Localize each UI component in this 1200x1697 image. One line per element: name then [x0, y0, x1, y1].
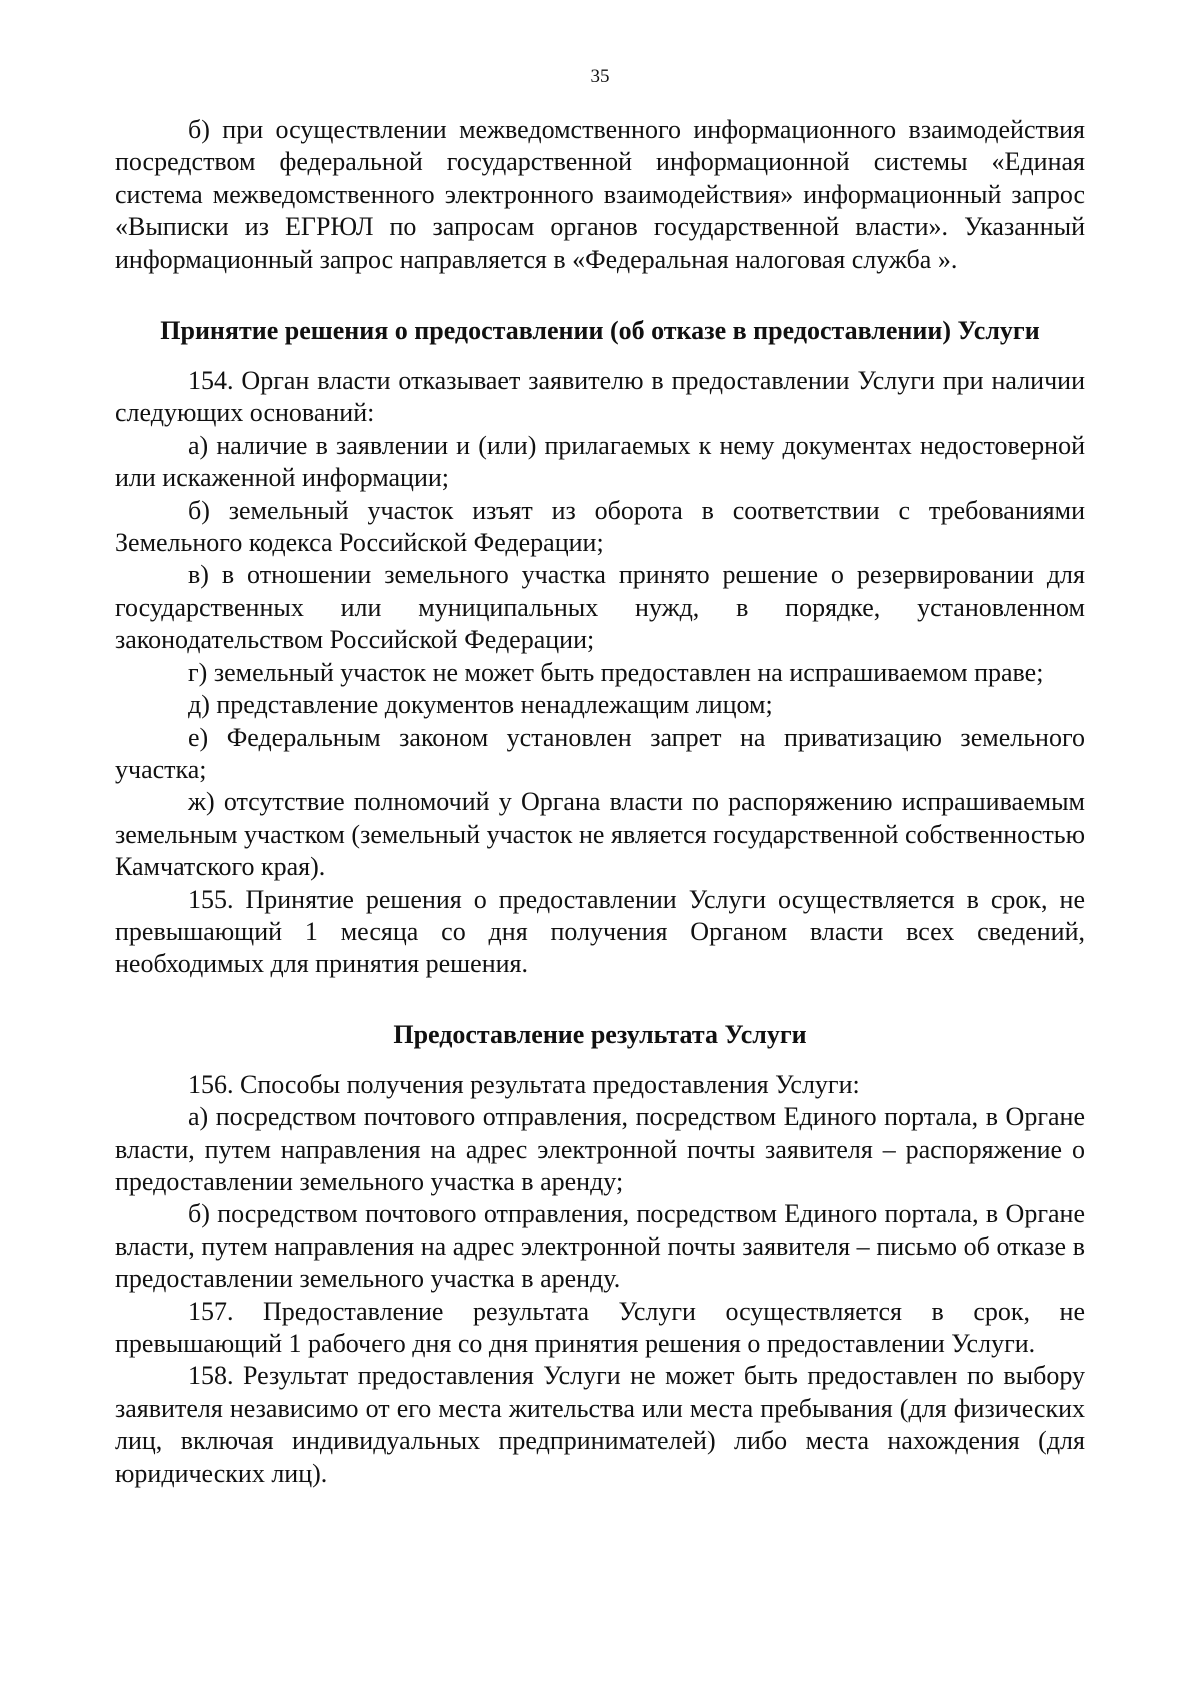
list-item-g: г) земельный участок не может быть предоставлен на испрашиваемом праве; [188, 657, 1044, 687]
paragraph-157: 157. Предоставление результата Услуги осуществляется в срок, не превышающий 1 рабочего дня со дня принятия решения о предоставлении Услуги. [115, 1296, 1085, 1358]
paragraph-154: 154. Орган власти отказывает заявителю в предоставлении Услуги при наличии следующих оснований: [115, 366, 1085, 428]
list-item-d: д) представление документов ненадлежащим лицом; [188, 690, 773, 720]
intro-paragraph: б) при осуществлении межведомственного информационного взаимодействия посредством федеральной государственной информационной системы «Единая система межведомственного электронного взаимодействия» информационный запрос «Выписки из ЕГРЮЛ по запросам органов государственной власти». Указанный информационный запрос направляется в «Федеральная налоговая служба ». [115, 115, 1085, 274]
result-item-a: а) посредством почтового отправления, посредством Единого портала, в Органе власти, путем направления на адрес электронной почты заявителя – распоряжение о предоставлении земельного участка в аренду; [115, 1102, 1085, 1196]
list-item-e: е) Федеральным законом установлен запрет на приватизацию земельного участка; [115, 722, 1085, 784]
list-item-v: в) в отношении земельного участка принято решение о резервировании для государственных или муниципальных нужд, в порядке, установленном законодательством Российской Федерации; [115, 560, 1085, 655]
paragraph-158: 158. Результат предоставления Услуги не может быть предоставлен по выбору заявителя независимо от его места жительства или места пребывания (для физических лиц, включая индивидуальных предпринимателей) либо места нахождения (для юридических лиц). [115, 1361, 1085, 1488]
list-item-a: а) наличие в заявлении и (или) прилагаемых к нему документах недостоверной или искаженной информации; [115, 430, 1085, 493]
paragraph-156: 156. Способы получения результата предоставления Услуги: [188, 1069, 860, 1099]
section-heading-decision: Принятие решения о предоставлении (об отказе в предоставлении) Услуги [160, 316, 1040, 346]
paragraph-155: 155. Принятие решения о предоставлении Услуги осуществляется в срок, не превышающий 1 месяца со дня получения Органом власти всех сведений, необходимых для принятия решения. [115, 884, 1085, 979]
list-item-zh: ж) отсутствие полномочий у Органа власти по распоряжению испрашиваемым земельным участком (земельный участок не является государственной собственностью Камчатского края). [115, 787, 1085, 882]
page-number: 35 [590, 66, 610, 87]
list-item-b: б) земельный участок изъят из оборота в соответствии с требованиями Земельного кодекса Российской Федерации; [115, 495, 1085, 558]
section-heading-result: Предоставление результата Услуги [393, 1019, 807, 1049]
result-item-b: б) посредством почтового отправления, посредством Единого портала, в Органе власти, путем направления на адрес электронной почты заявителя – письмо об отказе в предоставлении земельного участка в аренду. [115, 1199, 1085, 1294]
